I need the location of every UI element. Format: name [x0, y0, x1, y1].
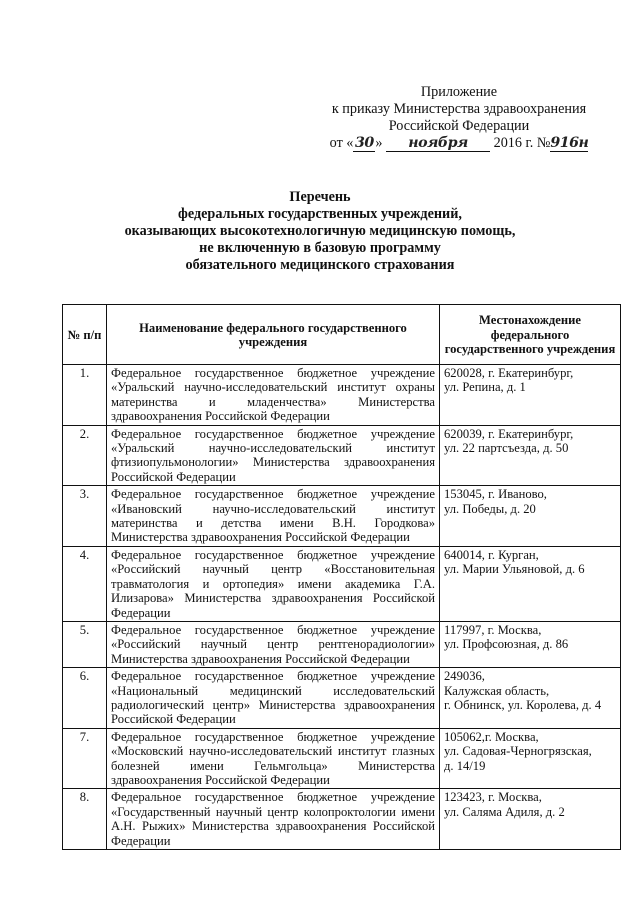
document-title: [80, 189, 560, 274]
location-line: 117997, г. Москва,: [444, 622, 542, 637]
table-row: [63, 486, 621, 547]
row-name: Федеральное государственное бюджетное учреждение «Ивановский научно-исследовательский институт материнства и детства имени В.Н. Городкова» Министерства здравоохранения Российской Федерации: [107, 486, 440, 547]
location-line: д. 14/19: [444, 758, 486, 773]
location-line: г. Обнинск, ул. Королева, д. 4: [444, 697, 602, 712]
row-location: [440, 621, 621, 667]
table-row: [63, 621, 621, 667]
location-line: 249036,: [444, 669, 485, 684]
appendix-order-date: [300, 135, 618, 152]
row-num: 7.: [63, 728, 107, 789]
table-row: [63, 546, 621, 621]
appendix-header: [300, 84, 618, 152]
table-row: [63, 789, 621, 850]
title-line-4: не включенную в базовую программу: [199, 240, 441, 256]
date-year: 2016 г. №: [493, 135, 551, 151]
order-number-handwritten: 916н: [550, 135, 589, 151]
location-line: ул. Репина, д. 1: [444, 380, 526, 395]
row-name: Федеральное государственное бюджетное учреждение «Российский научный центр рентгенорадиологии» Министерства здравоохранения Российской Федерации: [107, 621, 440, 667]
row-location: [440, 728, 621, 789]
institutions-table: [62, 304, 621, 850]
row-name: Федеральное государственное бюджетное учреждение «Уральский научно-исследовательский институт охраны материнства и младенчества» Министерства здравоохранения Российской Федерации: [107, 365, 440, 426]
location-line: 640014, г. Курган,: [444, 547, 539, 562]
row-location: [440, 668, 621, 729]
table-header-row: [63, 305, 621, 365]
title-line-5: обязательного медицинского страхования: [185, 257, 455, 273]
row-name: Федеральное государственное бюджетное учреждение «Московский научно-исследовательский институт глазных болезней имени Гельмгольца» Министерства здравоохранения Российской Федерации: [107, 728, 440, 789]
row-num: 8.: [63, 789, 107, 850]
row-name: Федеральное государственное бюджетное учреждение «Государственный научный центр колопроктологии имени А.Н. Рыжих» Министерства здравоохранения Российской Федерации: [107, 789, 440, 850]
title-line-3: оказывающих высокотехнологичную медицинскую помощь,: [124, 223, 516, 239]
appendix-label: Приложение: [420, 84, 498, 100]
table-row: [63, 425, 621, 486]
row-name: Федеральное государственное бюджетное учреждение «Национальный медицинский исследовательский радиологический центр» Министерства здравоохранения Российской Федерации: [107, 668, 440, 729]
row-location: [440, 365, 621, 426]
location-line: 620028, г. Екатеринбург,: [444, 366, 574, 380]
title-line-2: федеральных государственных учреждений,: [178, 206, 462, 222]
row-num: 6.: [63, 668, 107, 729]
location-line: ул. Садовая-Черногрязская,: [444, 744, 592, 759]
row-num: 4.: [63, 546, 107, 621]
location-line: ул. 22 партсъезда, д. 50: [444, 441, 569, 456]
row-name: Федеральное государственное бюджетное учреждение «Российский научный центр «Восстановительная травматология и ортопедия» имени академика Г.А. Илизарова» Министерства здравоохранения Российской Федерации: [107, 546, 440, 621]
location-line: 105062,г. Москва,: [444, 729, 539, 744]
title-line-1: Перечень: [289, 189, 351, 205]
appendix-ministry: Российской Федерации: [388, 118, 530, 134]
location-line: 123423, г. Москва,: [444, 790, 542, 805]
date-close-quote: »: [375, 135, 383, 151]
location-line: 620039, г. Екатеринбург,: [444, 426, 574, 441]
appendix-order-ref: к приказу Министерства здравоохранения: [331, 101, 587, 117]
row-location: [440, 425, 621, 486]
location-line: ул. Саляма Адиля, д. 2: [444, 804, 565, 819]
header-location: Местонахождение федерального государственного учреждения: [440, 305, 621, 365]
row-name: Федеральное государственное бюджетное учреждение «Уральский научно-исследовательский институт фтизиопульмонологии» Министерства здравоохранения Российской Федерации: [107, 425, 440, 486]
header-name: Наименование федерального государственного учреждения: [107, 305, 440, 365]
location-line: ул. Марии Ульяновой, д. 6: [444, 562, 585, 577]
row-location: [440, 789, 621, 850]
row-location: [440, 486, 621, 547]
row-num: 2.: [63, 425, 107, 486]
row-num: 1.: [63, 365, 107, 426]
date-prefix: от «: [329, 135, 354, 151]
location-line: ул. Профсоюзная, д. 86: [444, 637, 569, 652]
date-day-handwritten: 30: [355, 135, 374, 151]
table-row: [63, 668, 621, 729]
location-line: Калужская область,: [444, 683, 550, 698]
date-month-handwritten: ноября: [386, 136, 490, 152]
table-row: [63, 365, 621, 426]
row-num: 5.: [63, 621, 107, 667]
row-num: 3.: [63, 486, 107, 547]
location-line: 153045, г. Иваново,: [444, 487, 547, 502]
row-location: [440, 546, 621, 621]
table-row: [63, 728, 621, 789]
location-line: ул. Победы, д. 20: [444, 501, 536, 516]
header-num: № п/п: [63, 305, 107, 365]
